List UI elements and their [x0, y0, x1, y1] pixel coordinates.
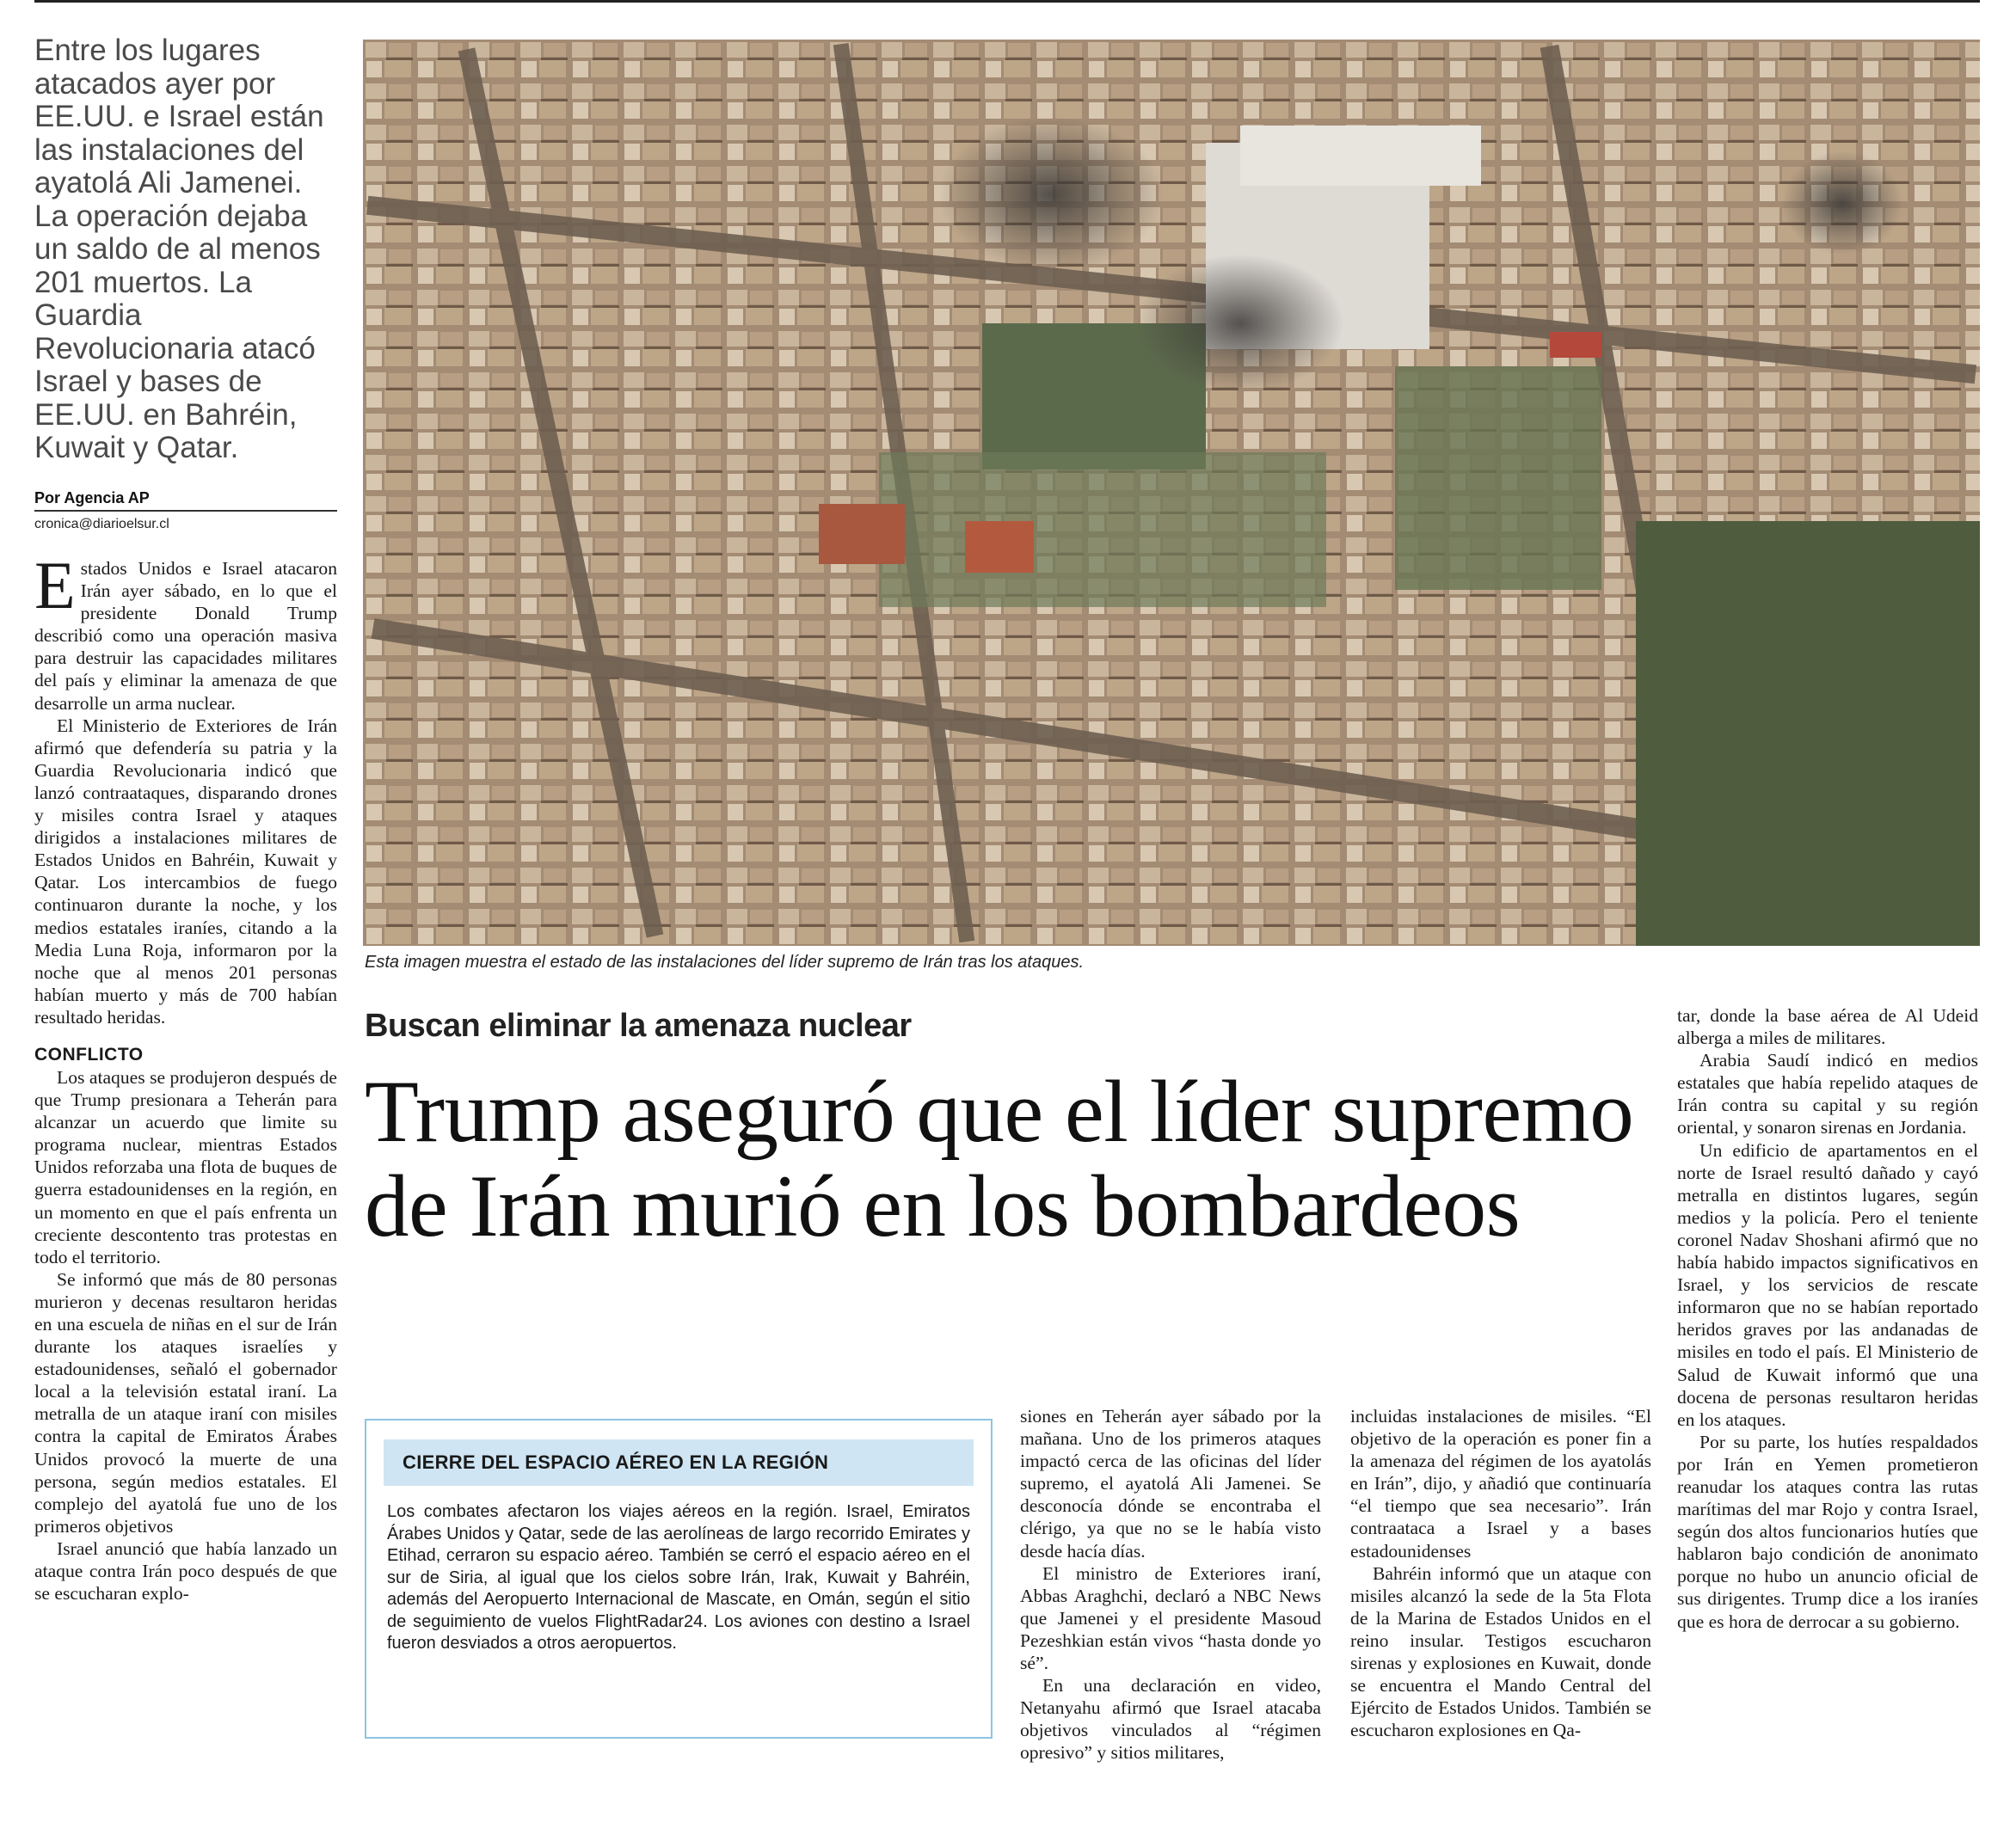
lead-summary: Entre los lugares atacados ayer por EE.UU. e Israel están las instalaciones del ayatolá Ali Jamenei. La operación dejaba un saldo de al menos 201 muertos. La Guardia Revolucionaria atacó Israel y bases de EE.UU. en Bahréin, Kuwait y Qatar.: [34, 34, 324, 464]
sidebar-box: [365, 1419, 993, 1739]
byline-email: cronica@diarioelsur.cl: [34, 517, 169, 531]
paragraph-11: tar, donde la base aérea de Al Udeid alberga a miles de militares.: [1677, 1005, 1978, 1049]
drop-cap: E: [34, 548, 76, 623]
subheading-conflicto: CONFLICTO: [34, 1044, 144, 1065]
aerial-photo: [363, 40, 1980, 946]
paragraph-2: El Ministerio de Exteriores de Irán afirmó que defendería su patria y la Guardia Revolucionaria indicó que lanzó contraataques, disparando drones y misiles contra Israel y ataques dirigidos a instalaciones militares de Estados Unidos en Bahréin, Kuwait y Qatar. Los intercambios de fuego continuaron durante la noche, y los medios estatales iraníes, citando a la Media Luna Roja, informaron por la noche que al menos 201 personas habían muerto y más de 700 habían resultado heridas.: [34, 715, 337, 1028]
byline-author: Por Agencia AP: [34, 489, 150, 506]
byline: [34, 488, 337, 533]
sidebar-box-title: CIERRE DEL ESPACIO AÉREO EN LA REGIÓN: [384, 1439, 974, 1486]
paragraph-5: Israel anunció que había lanzado un ataque contra Irán poco después de que se escucharan explo-: [34, 1537, 337, 1605]
kicker: Buscan eliminar la amenaza nuclear: [365, 1008, 912, 1044]
sidebar-box-body: Los combates afectaron los viajes aéreos en la región. Israel, Emiratos Árabes Unidos y Qatar, sede de las aerolíneas de largo recorrido Emirates y Etihad, cerraron su espacio aéreo. También se cerró el espacio aéreo en el sur de Siria, al igual que los cielos sobre Irán, Irak, Kuwait y Bahréin, además del Aeropuerto Internacional de Mascate, en Omán, según el sitio de seguimiento de vuelos FlightRadar24. Los aviones con destino a Israel fueron desviados a otros aeropuertos.: [387, 1502, 970, 1653]
paragraph-6: siones en Teherán ayer sábado por la mañana. Uno de los primeros ataques impactó cerca de las oficinas del líder supremo, el ayatolá Ali Jamenei. Se desconocía dónde se encontraba el clérigo, ya que no se le había visto desde hacía días.: [1020, 1406, 1321, 1562]
top-rule: [34, 0, 1980, 3]
paragraph-9: incluidas instalaciones de misiles. “El objetivo de la operación es poner fin a la amenaza del régimen de los ayatolás en Irán”, dijo, y añadió que continuaría “el tiempo que sea necesario”. Irán contraataca a Israel y a bases estadounidenses: [1350, 1406, 1651, 1562]
paragraph-4: Se informó que más de 80 personas murieron y decenas resultaron heridas en una escuela de niñas en el sur de Irán durante los ataques israelíes y estadounidenses, señaló el gobernador local a la televisión estatal iraní. La metralla de un ataque iraní con misiles contra la capital de Emiratos Árabes Unidos provocó la muerte de una persona, según medios estatales. El complejo del ayatolá fue uno de los primeros objetivos: [34, 1268, 337, 1537]
article-column-1: [34, 548, 337, 1605]
headline: Trump aseguró que el líder supremo de Irán murió en los bombardeos: [365, 1063, 1634, 1255]
paragraph-14: Por su parte, los hutíes respaldados por Irán en Yemen prometieron reanudar los ataques contra las rutas marítimas del mar Rojo y contra Israel, según dos altos funcionarios hutíes que hablaron bajo condición de anonimato porque no hubo un anuncio oficial de sus dirigentes. Trump dice a los iraníes que es hora de derrocar a su gobierno.: [1677, 1431, 1978, 1632]
paragraph-12: Arabia Saudí indicó en medios estatales que había repelido ataques de Irán contra su capital y su región oriental, y sonaron sirenas en Jordania.: [1677, 1050, 1978, 1138]
paragraph-3: Los ataques se produjeron después de que Trump presionara a Teherán para alcanzar un acuerdo que limite su programa nuclear, mientras Estados Unidos reforzaba una flota de buques de guerra estadounidenses en la región, en un momento en que el país enfrenta un creciente descontento tras protestas en todo el territorio.: [34, 1066, 337, 1267]
paragraph-7: El ministro de Exteriores iraní, Abbas Araghchi, declaró a NBC News que Jamenei y el presidente Masoud Pezeshkian están vivos “hasta donde yo sé”.: [1020, 1562, 1321, 1674]
paragraph-10: Bahréin informó que un ataque con misiles alcanzó la sede de la 5ta Flota de la Marina de Estados Unidos en el reino insular. Testigos escucharon sirenas y explosiones en Kuwait, donde se encuentra el Mando Central del Ejército de Estados Unidos. También se escucharon explosiones en Qa-: [1350, 1562, 1651, 1741]
article-column-3: [1020, 1405, 1321, 1764]
byline-rule: [34, 510, 337, 512]
paragraph-8: En una declaración en video, Netanyahu afirmó que Israel atacaba objetivos vinculados al “régimen opresivo” y sitios militares,: [1020, 1675, 1321, 1764]
photo-caption: Esta imagen muestra el estado de las instalaciones del líder supremo de Irán tras los ataques.: [365, 953, 1085, 972]
aerial-photo-illustration: [363, 40, 1980, 946]
article-column-4: [1350, 1405, 1651, 1741]
article-column-5: [1677, 1004, 1978, 1633]
paragraph-13: Un edificio de apartamentos en el norte de Israel resultó dañado y cayó metralla en distintos lugares, según medios y la policía. Pero el teniente coronel Nadav Shoshani afirmó que no había habido impactos significativos en Israel, y los servicios de rescate informaron que no se habían reportado heridos graves por las andanadas de misiles en todo el país. El Ministerio de Salud de Kuwait informó que una docena de personas resultaron heridas en los ataques.: [1677, 1139, 1978, 1430]
paragraph-1: Estados Unidos e Israel atacaron Irán ayer sábado, en lo que el presidente Donald Trump describió como una operación masiva para destruir las capacidades militares del país y eliminar la amenaza de que desarrolle un arma nuclear.: [34, 548, 337, 714]
